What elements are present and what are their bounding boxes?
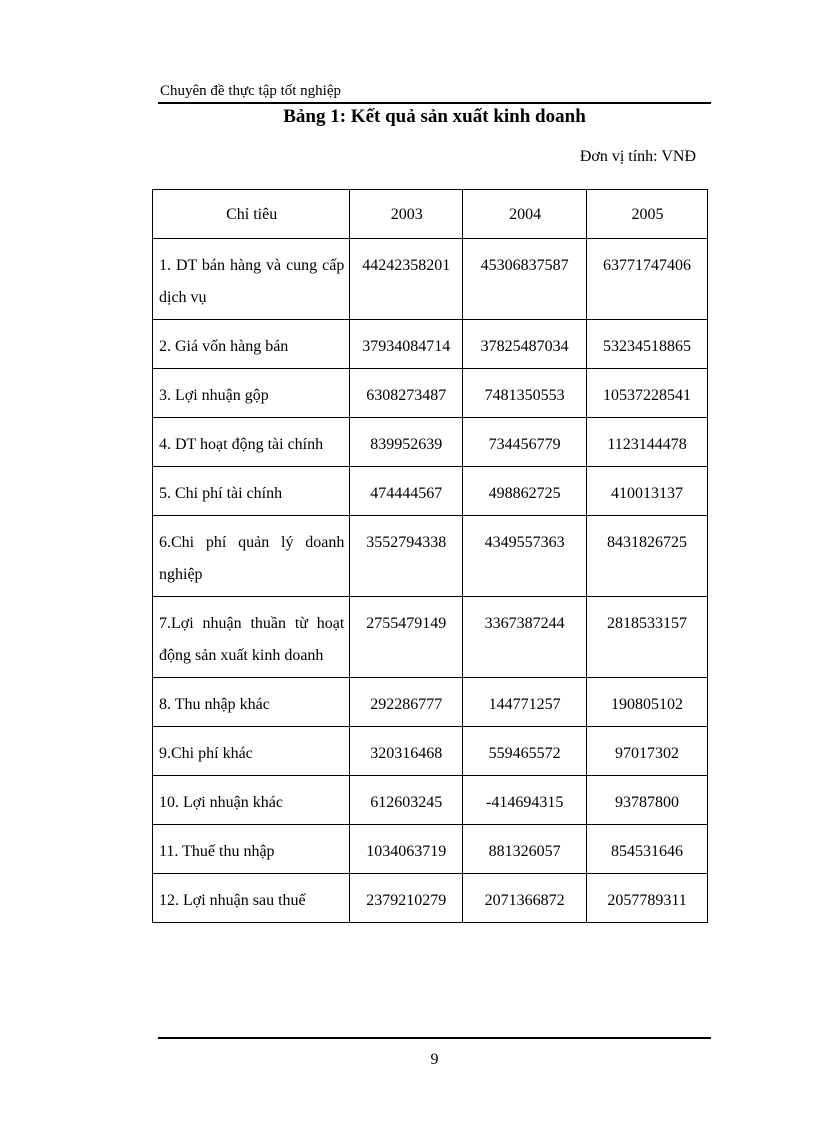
value-cell: 3552794338 xyxy=(350,516,463,597)
column-header: 2005 xyxy=(587,190,708,239)
value-cell: 734456779 xyxy=(463,418,587,467)
value-cell: 190805102 xyxy=(587,678,708,727)
table-row xyxy=(153,320,708,369)
column-header: 2003 xyxy=(350,190,463,239)
value-cell: 559465572 xyxy=(463,727,587,776)
table-row xyxy=(153,597,708,678)
value-cell: 1123144478 xyxy=(587,418,708,467)
value-cell: 498862725 xyxy=(463,467,587,516)
value-cell: 474444567 xyxy=(350,467,463,516)
value-cell: 2057789311 xyxy=(587,874,708,923)
table-row xyxy=(153,776,708,825)
value-cell: 93787800 xyxy=(587,776,708,825)
table-header-row xyxy=(153,190,708,239)
table-title: Bảng 1: Kết quả sản xuất kinh doanh xyxy=(283,106,586,127)
value-cell: 2818533157 xyxy=(587,597,708,678)
row-label: 2. Giá vốn hàng bán xyxy=(153,320,350,369)
value-cell: 320316468 xyxy=(350,727,463,776)
value-cell: 45306837587 xyxy=(463,239,587,320)
row-label: 10. Lợi nhuận khác xyxy=(153,776,350,825)
value-cell: 10537228541 xyxy=(587,369,708,418)
value-cell: 292286777 xyxy=(350,678,463,727)
value-cell: 53234518865 xyxy=(587,320,708,369)
value-cell: 7481350553 xyxy=(463,369,587,418)
table-row xyxy=(153,874,708,923)
value-cell: 4349557363 xyxy=(463,516,587,597)
footer-rule xyxy=(158,1037,711,1039)
header-rule xyxy=(158,102,711,104)
row-label: 12. Lợi nhuận sau thuế xyxy=(153,874,350,923)
row-label: 9.Chi phí khác xyxy=(153,727,350,776)
page-number: 9 xyxy=(430,1051,439,1068)
value-cell: 839952639 xyxy=(350,418,463,467)
value-cell: 97017302 xyxy=(587,727,708,776)
value-cell: 2071366872 xyxy=(463,874,587,923)
value-cell: 612603245 xyxy=(350,776,463,825)
value-cell: 881326057 xyxy=(463,825,587,874)
table-row xyxy=(153,825,708,874)
value-cell: 2755479149 xyxy=(350,597,463,678)
value-cell: 37934084714 xyxy=(350,320,463,369)
row-label: 8. Thu nhập khác xyxy=(153,678,350,727)
table-row xyxy=(153,516,708,597)
column-header: 2004 xyxy=(463,190,587,239)
row-label: 11. Thuế thu nhập xyxy=(153,825,350,874)
row-label: 3. Lợi nhuận gộp xyxy=(153,369,350,418)
row-label: 1. DT bán hàng và cung cấp dịch vụ xyxy=(153,239,350,320)
value-cell: 854531646 xyxy=(587,825,708,874)
table-row xyxy=(153,467,708,516)
running-header: Chuyên đề thực tập tốt nghiệp xyxy=(160,83,342,99)
value-cell: 3367387244 xyxy=(463,597,587,678)
value-cell: 63771747406 xyxy=(587,239,708,320)
value-cell: 1034063719 xyxy=(350,825,463,874)
value-cell: 44242358201 xyxy=(350,239,463,320)
results-table xyxy=(152,189,708,923)
row-label: 7.Lợi nhuận thuần từ hoạt động sản xuất kinh doanh xyxy=(153,597,350,678)
value-cell: 37825487034 xyxy=(463,320,587,369)
column-header: Chỉ tiêu xyxy=(153,190,350,239)
value-cell: -414694315 xyxy=(463,776,587,825)
unit-note: Đơn vị tính: VNĐ xyxy=(579,148,696,165)
table-row xyxy=(153,369,708,418)
value-cell: 8431826725 xyxy=(587,516,708,597)
value-cell: 2379210279 xyxy=(350,874,463,923)
value-cell: 6308273487 xyxy=(350,369,463,418)
value-cell: 410013137 xyxy=(587,467,708,516)
row-label: 6.Chi phí quản lý doanh nghiệp xyxy=(153,516,350,597)
table-row xyxy=(153,678,708,727)
row-label: 4. DT hoạt động tài chính xyxy=(153,418,350,467)
table-row xyxy=(153,727,708,776)
value-cell: 144771257 xyxy=(463,678,587,727)
row-label: 5. Chi phí tài chính xyxy=(153,467,350,516)
table-row xyxy=(153,418,708,467)
table-row xyxy=(153,239,708,320)
